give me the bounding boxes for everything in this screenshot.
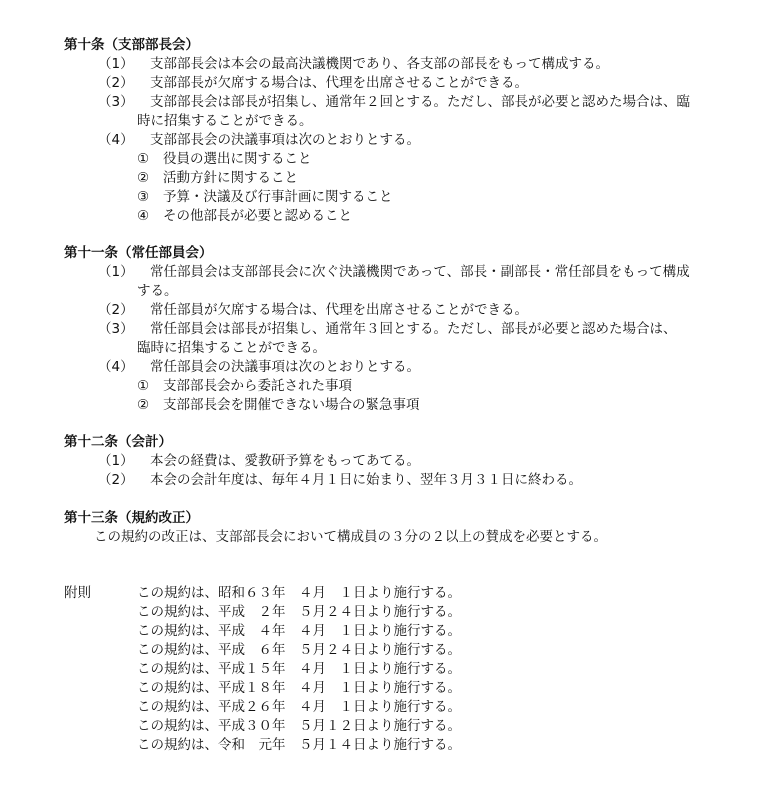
article-11-title: 第十一条（常任部員会） (64, 245, 213, 261)
appendix-label: 附則 (64, 585, 91, 601)
item-number: （3） (98, 94, 134, 110)
item-text: 支部部長が欠席する場合は、代理を出席させることができる。 (150, 75, 528, 91)
subitem-text: 予算・決議及び行事計画に関すること (163, 189, 393, 205)
article-10-title: 第十条（支部部長会） (64, 37, 199, 53)
item-number: （3） (98, 321, 134, 337)
appendix-line: この規約は、平成２６年 ４月 １日より施行する。 (137, 699, 461, 715)
article-10-subitem-1 (137, 150, 312, 169)
item-text: 常任部員会は支部部長会に次ぐ決議機関であって、部長・副部長・常任部員をもって構成 (150, 264, 690, 280)
article-12-title: 第十二条（会計） (64, 434, 172, 450)
appendix-line: この規約は、平成１８年 ４月 １日より施行する。 (137, 680, 461, 696)
item-number: （4） (98, 132, 134, 148)
article-10-subitem-2 (137, 169, 298, 188)
appendix-line: この規約は、平成３０年 ５月１２日より施行する。 (137, 718, 461, 734)
item-text: 常任部員会は部長が招集し、通常年３回とする。ただし、部長が必要と認めた場合は、 (150, 321, 677, 337)
article-13-text: この規約の改正は、支部部長会において構成員の３分の２以上の賛成を必要とする。 (94, 529, 607, 545)
article-11-item-1-continuation: する。 (137, 283, 178, 299)
item-text: 本会の会計年度は、毎年４月１日に始まり、翌年３月３１日に終わる。 (150, 472, 582, 488)
subitem-mark: ① (137, 378, 150, 394)
article-10-item-3-continuation: 時に招集することができる。 (137, 113, 313, 129)
appendix-line: この規約は、平成１５年 ４月 １日より施行する。 (137, 661, 461, 677)
subitem-text: 役員の選出に関すること (163, 151, 312, 167)
appendix-line: この規約は、令和 元年 ５月１４日より施行する。 (137, 737, 461, 753)
item-text: 支部部長会は部長が招集し、通常年２回とする。ただし、部長が必要と認めた場合は、臨 (150, 94, 690, 110)
article-11-subitem-2 (137, 396, 420, 415)
article-11-item-3-continuation: 臨時に招集することができる。 (137, 340, 326, 356)
item-text: 常任部員が欠席する場合は、代理を出席させることができる。 (150, 302, 528, 318)
appendix-line: この規約は、昭和６３年 ４月 １日より施行する。 (137, 585, 461, 601)
subitem-mark: ③ (137, 189, 150, 205)
subitem-mark: ② (137, 397, 150, 413)
item-text: 支部部長会の決議事項は次のとおりとする。 (150, 132, 420, 148)
article-13-title: 第十三条（規約改正） (64, 510, 199, 526)
item-number: （1） (98, 264, 134, 280)
item-number: （1） (98, 453, 134, 469)
subitem-mark: ② (137, 170, 150, 186)
item-number: （2） (98, 472, 134, 488)
item-number: （2） (98, 75, 134, 91)
article-11-subitem-1 (137, 377, 352, 396)
item-number: （1） (98, 56, 134, 72)
item-number: （4） (98, 359, 134, 375)
subitem-text: 活動方針に関すること (163, 170, 298, 186)
subitem-text: その他部長が必要と認めること (163, 208, 352, 224)
subitem-text: 支部部長会を開催できない場合の緊急事項 (163, 397, 420, 413)
appendix-line: この規約は、平成 ４年 ４月 １日より施行する。 (137, 623, 461, 639)
item-text: 支部部長会は本会の最高決議機関であり、各支部の部長をもって構成する。 (150, 56, 609, 72)
subitem-text: 支部部長会から委託された事項 (163, 378, 352, 394)
appendix-line: この規約は、平成 ６年 ５月２４日より施行する。 (137, 642, 461, 658)
article-10-subitem-3 (137, 188, 393, 207)
subitem-mark: ④ (137, 208, 150, 224)
article-10-subitem-4 (137, 207, 352, 226)
item-text: 常任部員会の決議事項は次のとおりとする。 (150, 359, 420, 375)
item-number: （2） (98, 302, 134, 318)
appendix-line: この規約は、平成 ２年 ５月２４日より施行する。 (137, 604, 461, 620)
item-text: 本会の経費は、愛教研予算をもってあてる。 (150, 453, 420, 469)
subitem-mark: ① (137, 151, 150, 167)
